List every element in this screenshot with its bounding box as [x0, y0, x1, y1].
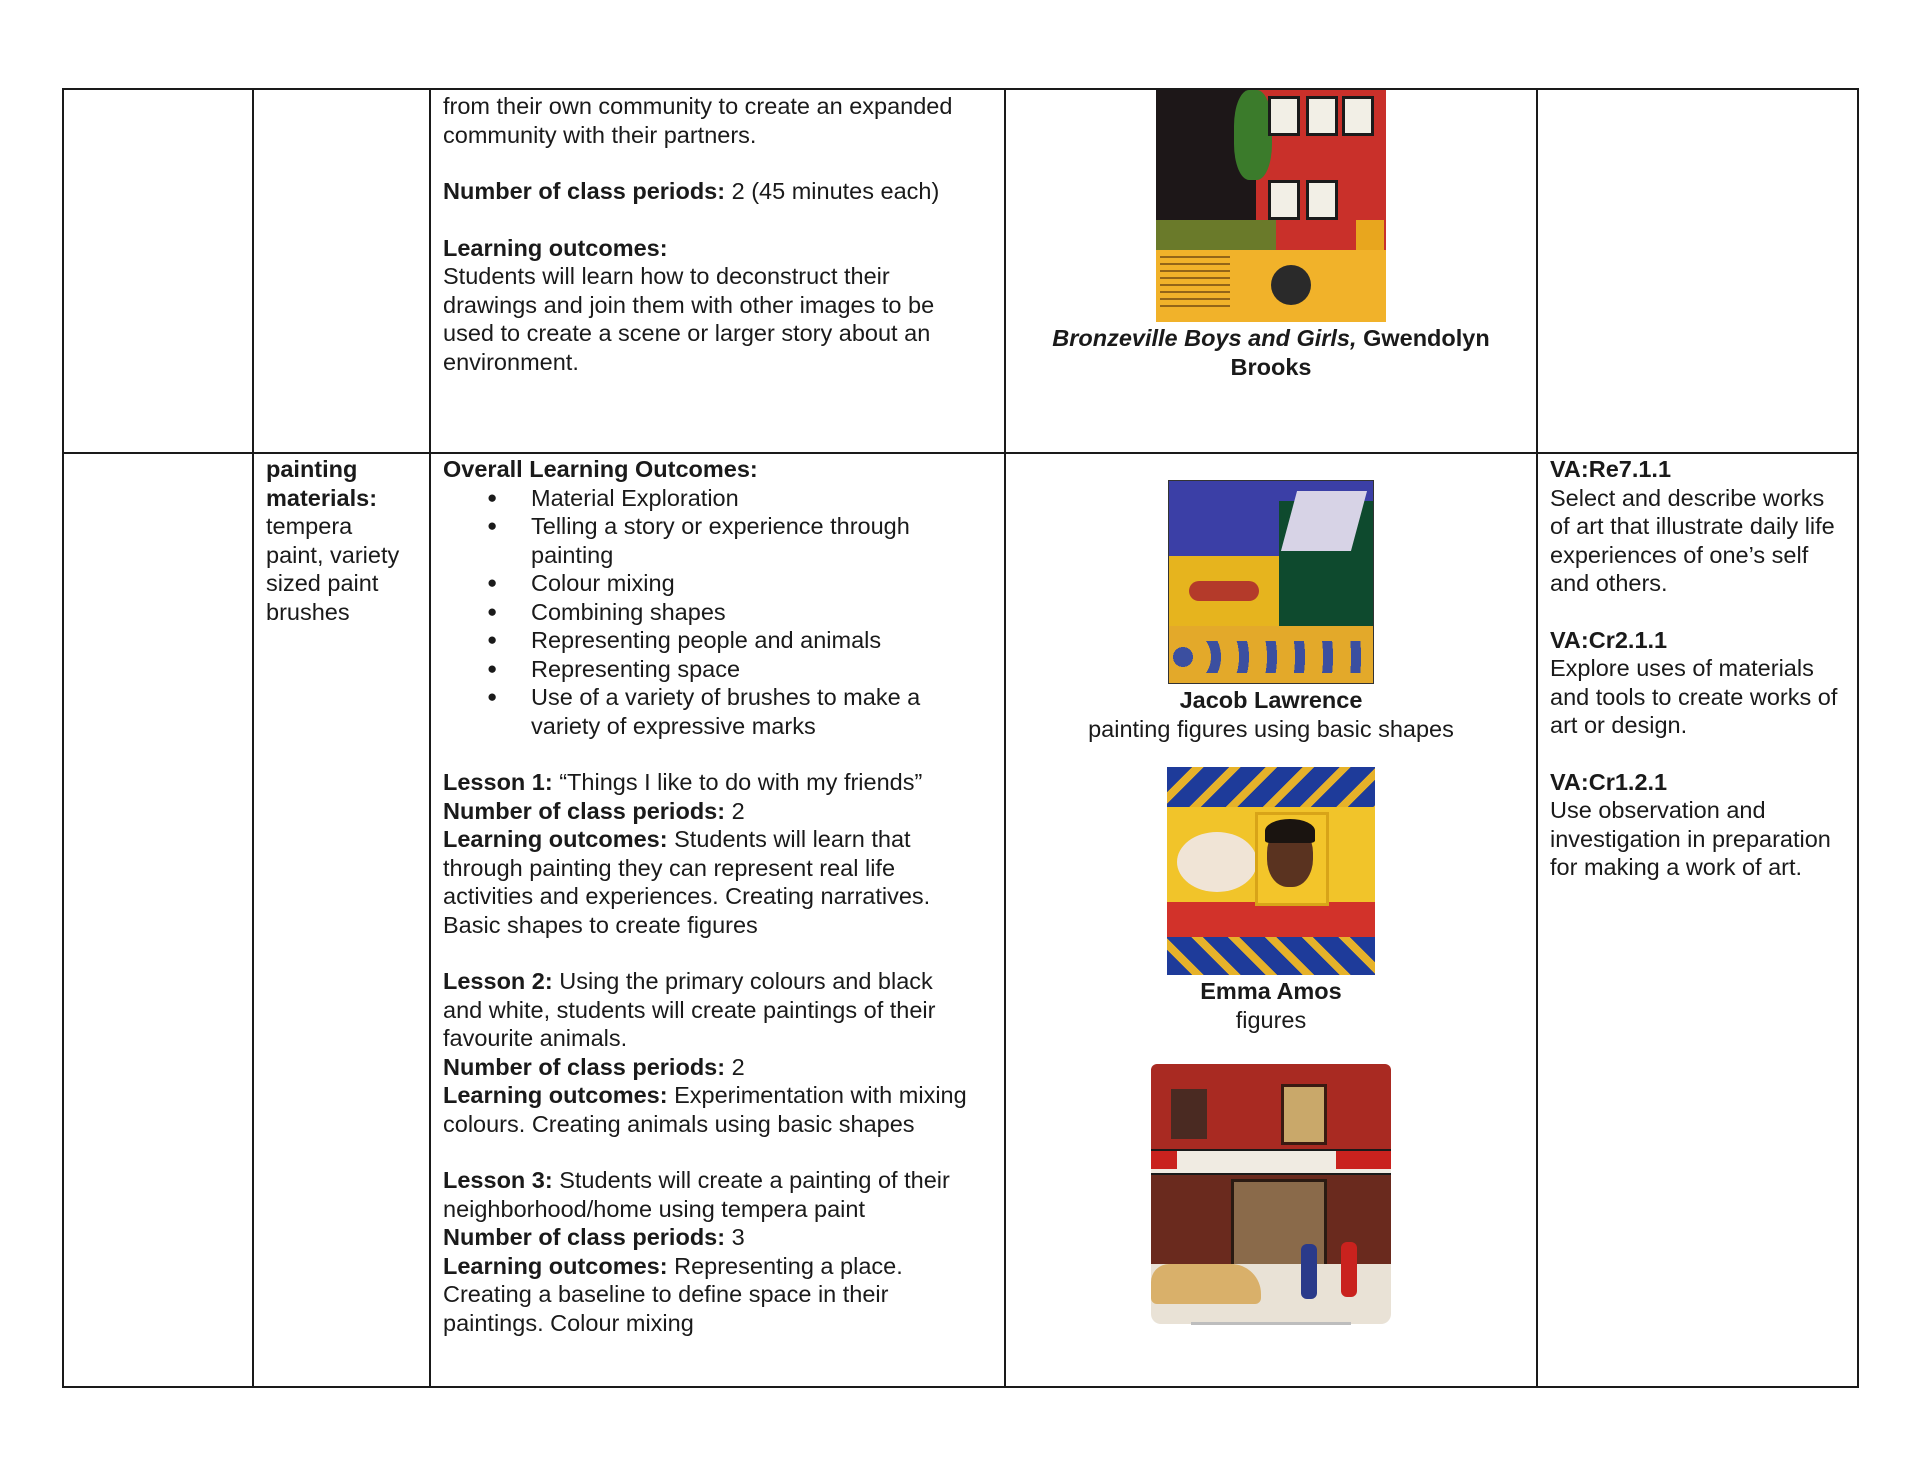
standard-code: VA:Cr1.2.1 — [1550, 768, 1668, 795]
jacob-lawrence-painting — [1168, 480, 1374, 684]
empty-cell — [63, 89, 253, 453]
standard-text: Explore uses of materials and tools to create works of art or design. — [1550, 655, 1838, 738]
artist-name: Emma Amos — [1200, 978, 1342, 1004]
list-item: ● Telling a story or experience through painting — [531, 512, 992, 569]
outcomes-list — [443, 484, 992, 741]
table-row — [63, 89, 1858, 453]
standard-code: VA:Re7.1.1 — [1550, 456, 1672, 482]
list-item: ● Combining shapes — [531, 598, 992, 627]
text-line: used to create a scene or larger story about an — [443, 320, 931, 346]
list-item: ● Representing space — [531, 655, 992, 684]
text-line: from their own community to create an expanded — [443, 93, 953, 119]
artwork-cell — [1005, 453, 1537, 1387]
standard — [1550, 626, 1845, 740]
list-item: ● Use of a variety of brushes to make a variety of expressive marks — [531, 683, 992, 740]
empty-cell — [1537, 89, 1858, 453]
artist-name: Jacob Lawrence — [1179, 687, 1363, 713]
emma-amos-painting — [1167, 767, 1375, 975]
text-line: drawings and join them with other images to be — [443, 291, 935, 318]
class-periods: Number of class periods: 2 (45 minutes each) — [443, 178, 940, 204]
text-line: community with their partners. — [443, 121, 757, 148]
standard-code: VA:Cr2.1.1 — [1550, 626, 1668, 653]
bronzeville-book-image — [1156, 90, 1386, 322]
book-caption: Bronzeville Boys and Girls, Gwendolyn Brooks — [1052, 325, 1490, 380]
standard — [1550, 768, 1845, 882]
standard — [1550, 455, 1845, 598]
lesson-3: Lesson 3: Students will create a painting of their neighborhood/home using tempera paint Number of class periods: 3 Learning outcomes: Representing a place. Creating a baseline to define space in their paintings. Colour mixing — [443, 1167, 950, 1336]
standards-cell — [1537, 453, 1858, 1387]
lessons-cell — [430, 453, 1005, 1387]
learning-outcomes-label: Learning outcomes: — [443, 234, 668, 261]
lesson-1: Lesson 1: “Things I like to do with my friends” Number of class periods: 2 Learning outcomes: Students will learn that through painting they can represent real life activities and experiences. Creating narratives. Basic shapes to create figures — [443, 769, 931, 938]
standard-text: Select and describe works of art that illustrate daily life experiences of one’s self and others. — [1550, 484, 1835, 596]
empty-cell — [63, 453, 253, 1387]
curriculum-table — [62, 88, 1859, 1388]
text-line: Students will learn how to deconstruct their — [443, 263, 890, 289]
standard-text: Use observation and investigation in preparation for making a work of art. — [1550, 797, 1831, 880]
lesson-2: Lesson 2: Using the primary colours and black and white, students will create paintings of their favourite animals. Number of class periods: 2 Learning outcomes: Experimentation with mixing colours. Creating animals using basic shapes — [443, 968, 967, 1137]
text-line: environment. — [443, 348, 579, 375]
materials-cell — [253, 453, 430, 1387]
table-row — [63, 453, 1858, 1387]
materials-label: painting — [266, 456, 358, 482]
empty-cell — [253, 89, 430, 453]
lesson-description-cell — [430, 89, 1005, 453]
list-item: ● Colour mixing — [531, 569, 992, 598]
artist-caption — [1006, 977, 1536, 1034]
artwork-cell — [1005, 89, 1537, 453]
materials-label: materials: — [266, 484, 378, 511]
text-line: tempera — [266, 513, 353, 539]
list-item: ● Representing people and animals — [531, 626, 992, 655]
overall-outcomes-label: Overall Learning Outcomes: — [443, 456, 758, 482]
text-line: brushes — [266, 598, 350, 625]
street-scene-painting — [1151, 1064, 1391, 1344]
artist-caption — [1006, 686, 1536, 743]
artist-description: figures — [1235, 1006, 1307, 1033]
artist-description: painting figures using basic shapes — [1088, 715, 1454, 742]
text-line: sized paint — [266, 570, 379, 596]
list-item: ● Material Exploration — [531, 484, 992, 513]
text-line: paint, variety — [266, 541, 400, 568]
